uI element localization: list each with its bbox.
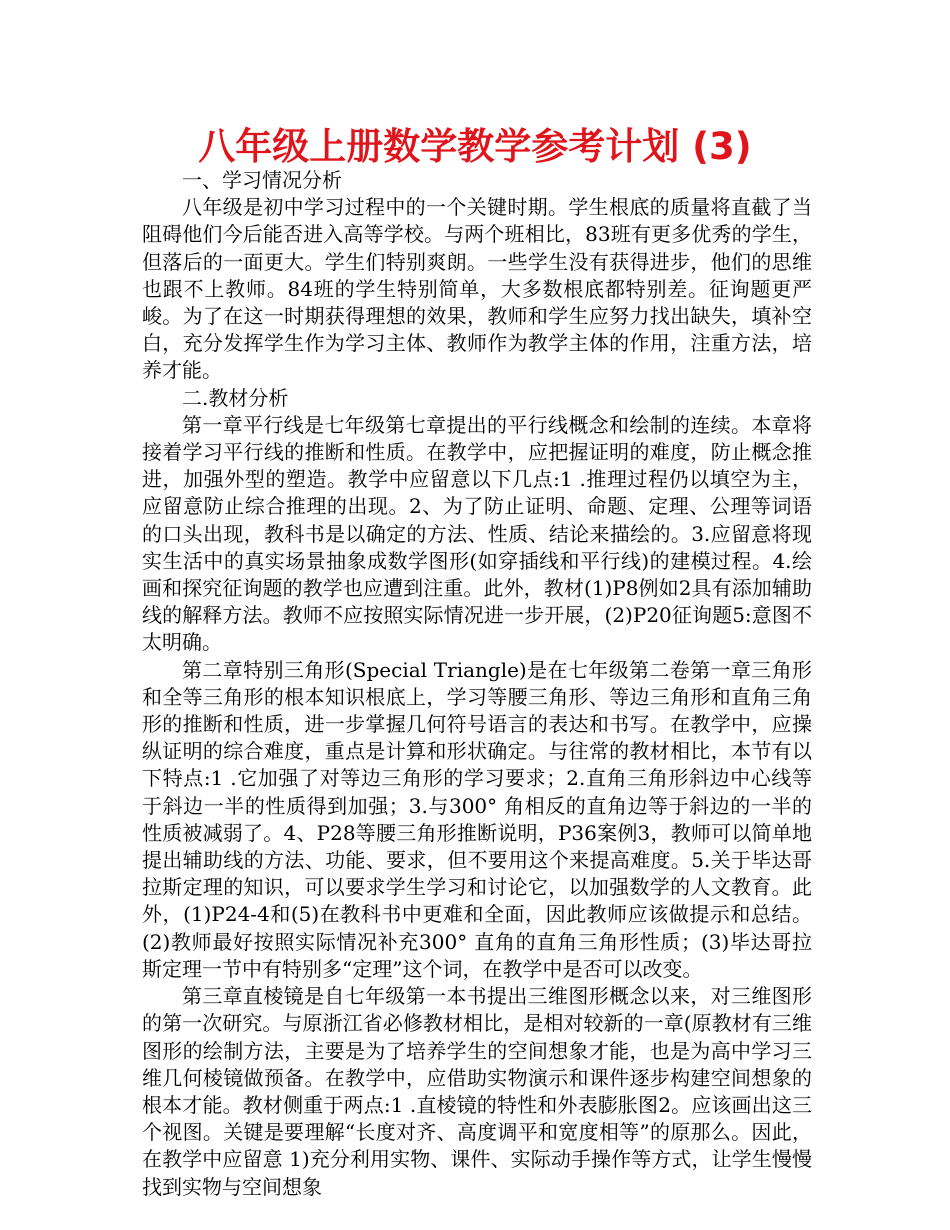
document-body [142,167,812,1201]
paragraph-chapter-3: 第三章直棱镜是自七年级第一本书提出三维图形概念以来，对三维图形的第一次研究。与原浙江省必修教材相比，是相对较新的一章(原教材有三维图形的绘制方法，主要是为了培养学生的空间想象才能，也是为高中学习三维几何棱镜做预备。在教学中，应借助实物演示和课件逐步构建空间想象的根本才能。教材侧重于两点:1 .直棱镜的特性和外表膨胀图2。应该画出这三个视图。关键是要理解“长度对齐、高度调平和宽度相等”的原那么。因此，在教学中应留意 1)充分利用实物、课件、实际动手操作等方式，让学生慢慢找到实物与空间想象 [142,984,812,1199]
section-heading-textbook-analysis: 二.教材分析 [182,385,289,410]
paragraph-chapter-1: 第一章平行线是七年级第七章提出的平行线概念和绘制的连续。本章将接着学习平行线的推断和性质。在教学中，应把握证明的难度，防止概念推进，加强外型的塑造。教学中应留意以下几点:1 .推理过程仍以填空为主，应留意防止综合推理的出现。2、为了防止证明、命题、定理、公理等词语的口头出现，教科书是以确定的方法、性质、结论来描绘的。3.应留意将现实生活中的真实场景抽象成数学图形(如穿插线和平行线)的建模过程。4.绘画和探究征询题的教学也应遭到注重。此外，教材(1)P8例如2具有添加辅助线的解释方法。教师不应按照实际情况进一步开展，(2)P20征询题5:意图不太明确。 [142,412,812,655]
document-title: 八年级上册数学教学参考计划 (3) [198,125,752,168]
section-heading-learning-analysis: 一、学习情况分析 [182,168,342,192]
paragraph-learning-analysis: 八年级是初中学习过程中的一个关键时期。学生根底的质量将直截了当阻碍他们今后能否进入高等学校。与两个班相比，83班有更多优秀的学生，但落后的一面更大。学生们特别爽朗。一些学生没有获得进步，他们的思维也跟不上教师。84班的学生特别简单，大多数根底都特别差。征询题更严峻。为了在这一时期获得理想的效果，教师和学生应努力找出缺失，填补空白，充分发挥学生作为学习主体、教师作为教学主体的作用，注重方法，培养才能。 [142,195,812,383]
paragraph-chapter-2: 第二章特别三角形(Special Triangle)是在七年级第二卷第一章三角形和全等三角形的根本知识根底上，学习等腰三角形、等边三角形和直角三角形的推断和性质，进一步掌握几何符号语言的表达和书写。在教学中，应操纵证明的综合难度，重点是计算和形状确定。与往常的教材相比，本节有以下特点:1 .它加强了对等边三角形的学习要求；2.直角三角形斜边中心线等于斜边一半的性质得到加强；3.与300° 角相反的直角边等于斜边的一半的性质被减弱了。4、P28等腰三角形推断说明，P36案例3，教师可以简单地提出辅助线的方法、功能、要求，但不要用这个来提高难度。5.关于毕达哥拉斯定理的知识，可以要求学生学习和讨论它，以加强数学的人文教育。此外，(1)P24-4和(5)在教科书中更难和全面，因此教师应该做提示和总结。(2)教师最好按照实际情况补充300° 直角的直角三角形性质；(3)毕达哥拉斯定理一节中有特别多“定理”这个词，在教学中是否可以改变。 [142,657,812,981]
